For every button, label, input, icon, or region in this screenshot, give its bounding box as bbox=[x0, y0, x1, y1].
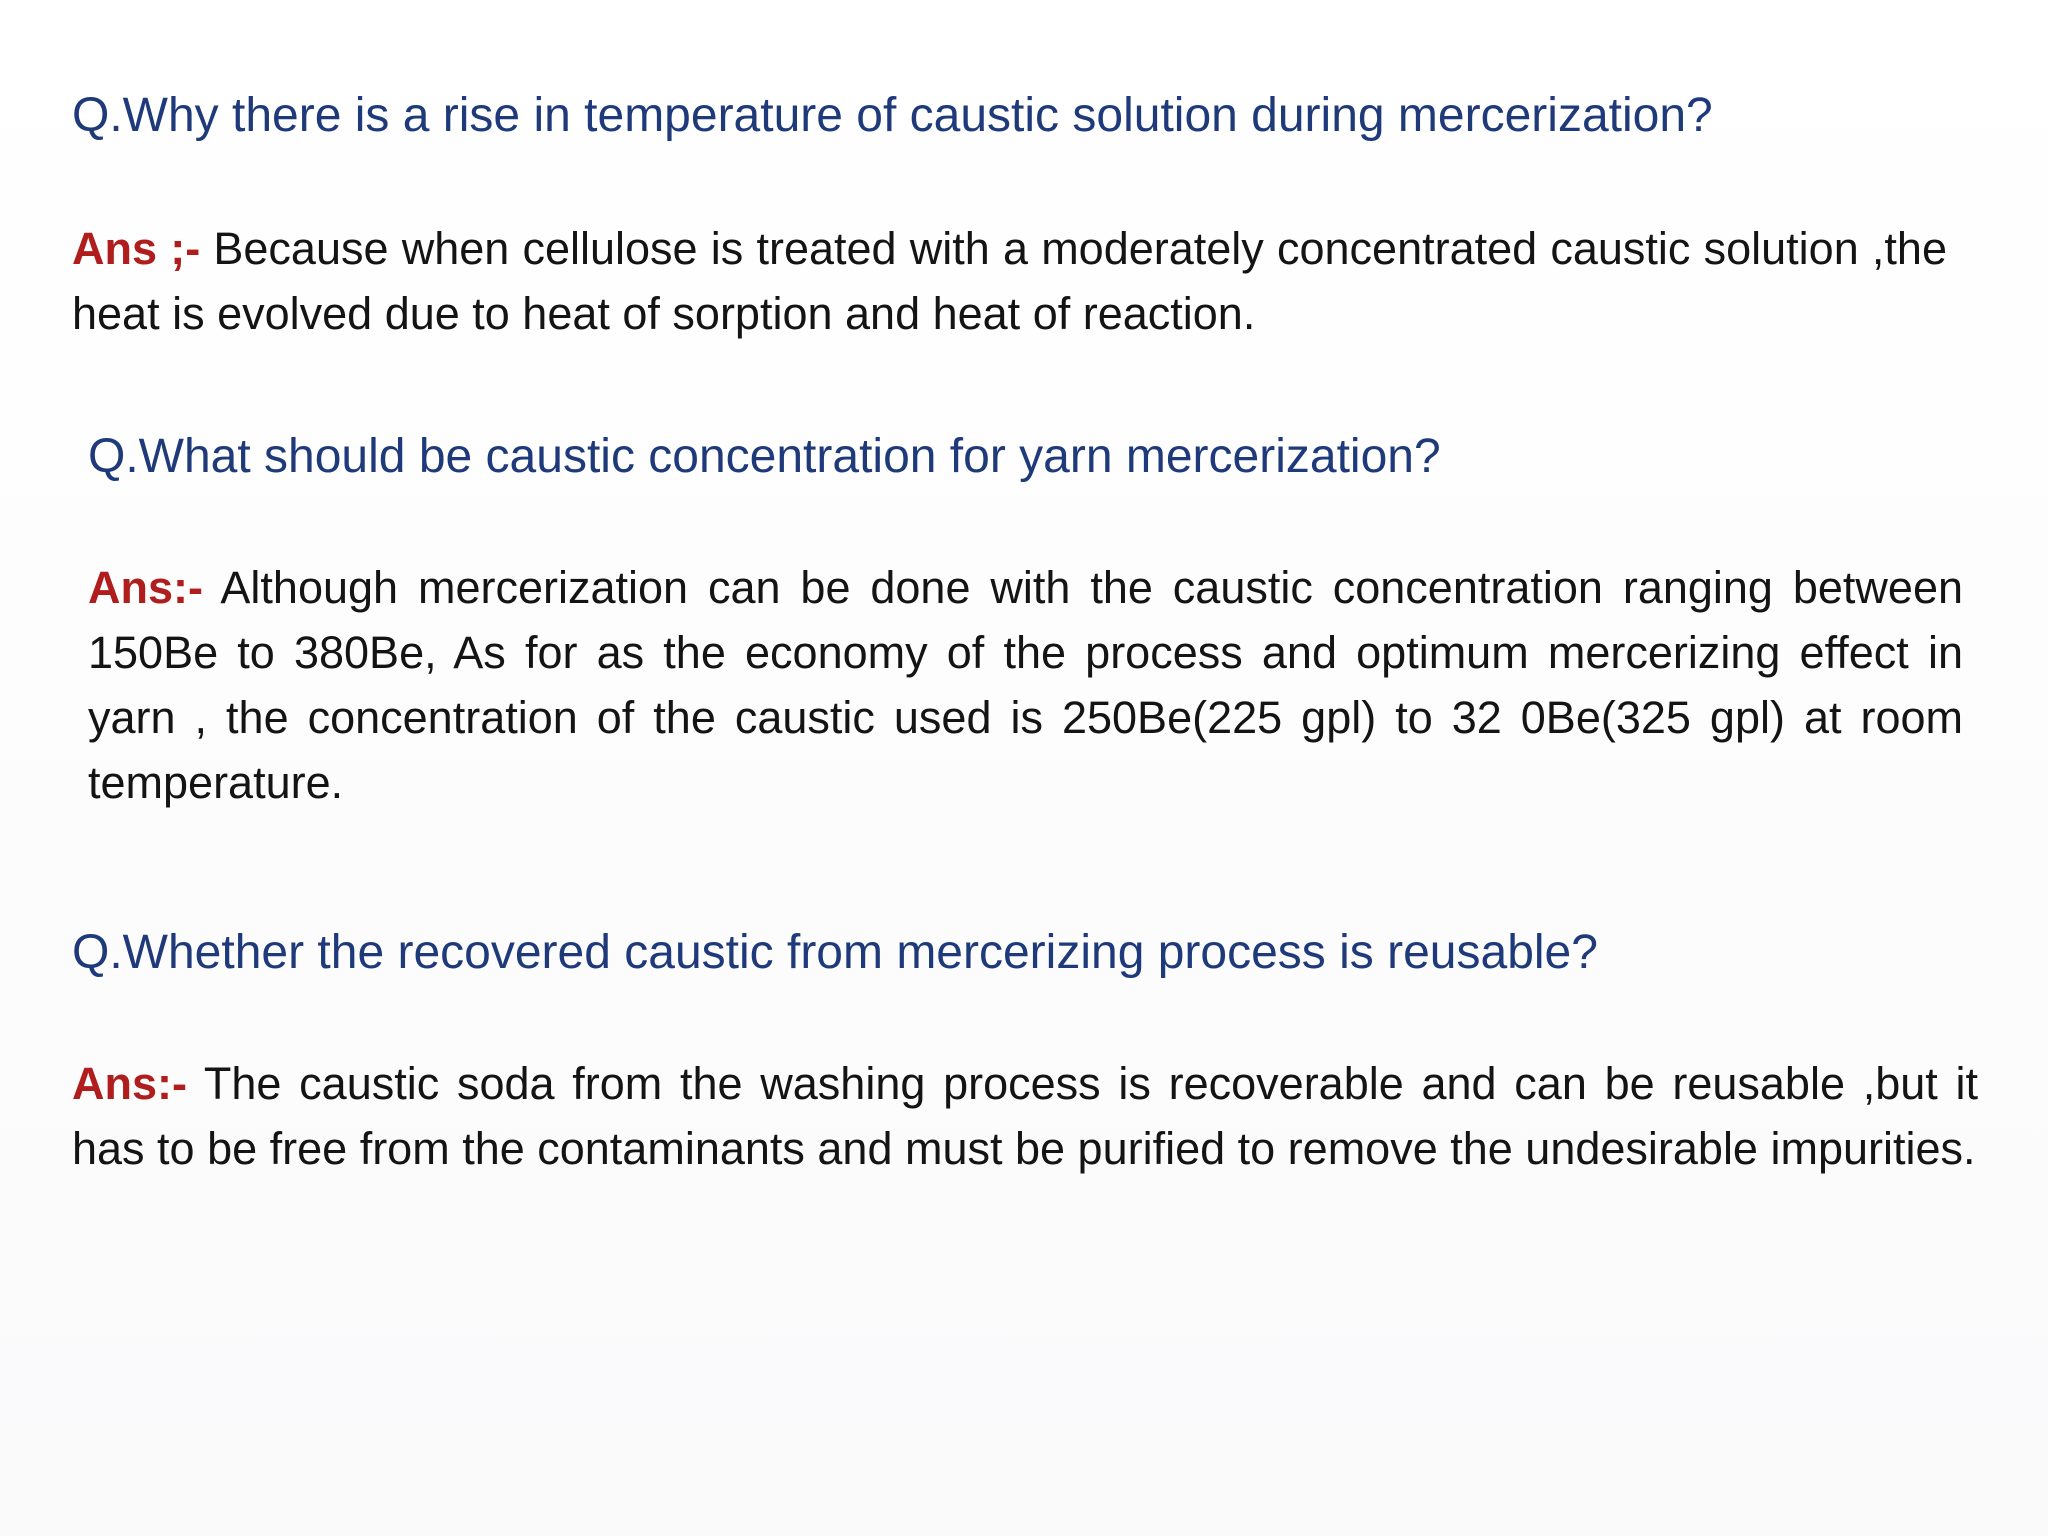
question-heading: Q.What should be caustic concentration for yarn mercerization? bbox=[88, 430, 1441, 483]
answer-paragraph bbox=[72, 1051, 1978, 1181]
answer-label: Ans:- bbox=[88, 562, 203, 613]
qa-block-yarn-concentration bbox=[88, 425, 1963, 815]
answer-label: Ans:- bbox=[72, 1058, 187, 1109]
answer-text: Because when cellulose is treated with a moderately concentrated caustic solution ,the heat is evolved due to heat of sorption and heat of reaction. bbox=[72, 223, 1947, 339]
qa-block-temperature-rise bbox=[72, 84, 1947, 346]
question-heading: Q.Why there is a rise in temperature of caustic solution during mercerization? bbox=[72, 89, 1713, 142]
answer-text: Although mercerization can be done with the caustic concentration ranging between 150Be to 380Be, As for as the economy of the process and optimum mercerizing effect in yarn , the concentration of the caustic used is 250Be(225 gpl) to 32 0Be(325 gpl) at room temperature. bbox=[88, 562, 1963, 808]
answer-paragraph bbox=[88, 555, 1963, 815]
qa-block-recovered-caustic bbox=[72, 921, 1978, 1181]
answer-text: The caustic soda from the washing process is recoverable and can be reusable ,but it has to be free from the contaminants and must be purified to remove the undesirable impurities. bbox=[72, 1058, 1978, 1174]
question-heading: Q.Whether the recovered caustic from mercerizing process is reusable? bbox=[72, 926, 1598, 979]
answer-label: Ans ;- bbox=[72, 223, 201, 274]
answer-paragraph bbox=[72, 216, 1947, 346]
